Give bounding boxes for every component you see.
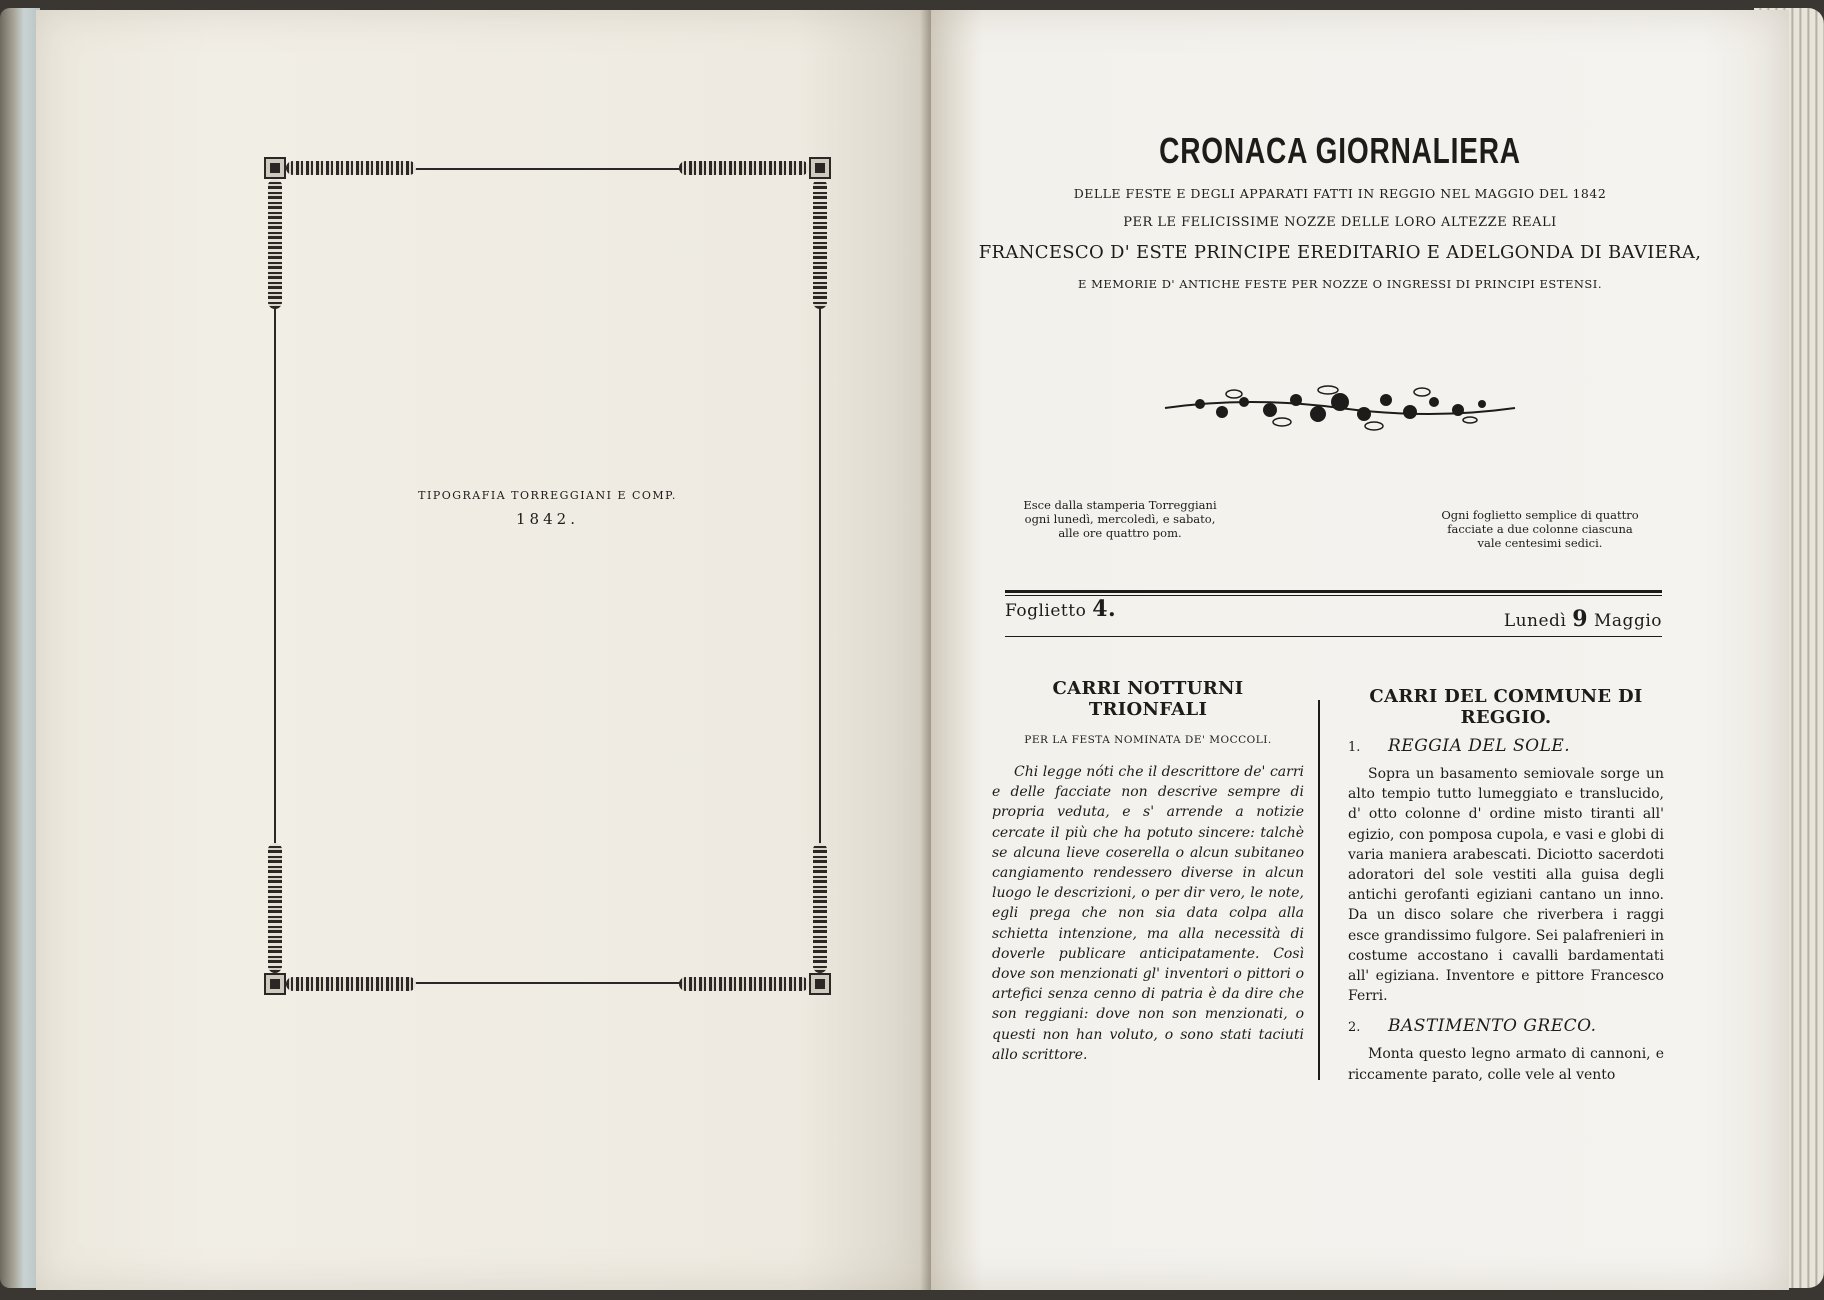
ornamental-border (264, 157, 831, 995)
border-corner-ornament (264, 157, 286, 179)
issue-number (1005, 596, 1116, 622)
column-divider (1318, 700, 1320, 1080)
publication-schedule-notice (1020, 498, 1220, 540)
masthead-subtitle-line: PER LE FELICISSIME NOZZE DELLE LORO ALTEZZE REALI (1123, 215, 1557, 230)
masthead-subtitle-line: DELLE FESTE E DEGLI APPARATI FATTI IN REGGIO NEL MAGGIO DEL 1842 (1073, 186, 1607, 201)
border-band-ornament (813, 179, 827, 309)
newspaper-title: CRONACA GIORNALIERA (1159, 130, 1521, 171)
issue-bar-rule-top (1005, 590, 1662, 593)
float-entry (1348, 736, 1664, 1006)
article-heading: CARRI DEL COMMUNE DI REGGIO. (1369, 686, 1643, 728)
entry-number: 1. (1348, 740, 1361, 755)
border-band-ornament (679, 161, 809, 175)
masthead-subtitle-line: E MEMORIE D' ANTICHE FESTE PER NOZZE O INGRESSI DI PRINCIPI ESTENSI. (1078, 277, 1602, 291)
issue-label: Foglietto (1005, 601, 1087, 621)
border-band-ornament (286, 977, 416, 991)
entry-body: Sopra un basamento semiovale sorge un alto tempio tutto lumeggiato e translucido, d' otto colonne d' ordine misto tiranti all' egizio, con pomposa cupola, e vasi e globi di varia maniera arabescati. Diciotto sacerdoti adoratori del sole vestiti alla guisa degli antichi gerofanti egiziani cantano un inno. Da un disco solare che riverbera i raggi esce grandissimo fulgore. Sei palafrenieri in costume accostano i cavalli bardamentati all' egiziana. Inventore e pittore Francesco Ferri. (1348, 766, 1664, 1005)
article-subheading: PER LA FESTA NOMINATA DE' MOCCOLI. (1024, 734, 1272, 746)
border-line-bottom (414, 982, 681, 984)
entry-header (1348, 736, 1664, 756)
border-band-ornament (813, 843, 827, 973)
border-line-right (819, 307, 821, 847)
notice-line: alle ore quattro pom. (1058, 526, 1182, 540)
entry-header (1348, 1016, 1664, 1036)
floral-vignette-ornament (1160, 378, 1520, 438)
notice-line: facciate a due colonne ciascuna (1447, 522, 1633, 536)
border-band-ornament (679, 977, 809, 991)
border-band-ornament (286, 161, 416, 175)
entry-number: 2. (1348, 1020, 1361, 1036)
notice-line: vale centesimi sedici. (1477, 536, 1603, 550)
article-body: Chi legge nóti che il descrittore de' carri e delle facciate non descrive sempre di propria veduta, e s' arrende a notizie cercate il più che ha potuto sincere: talchè se alcuna lieve coserella o alcun subitaneo cangiamento rendessero diverse in alcun luogo le descrizioni, o per dir vero, le note, egli prega che non sia data colpa alla schietta intenzione, ma alla necessità di doverle publicare anticipatamente. Così dove son menzionati gl' inventori o pittori o artefici senza cenno di patria è da dire che son reggiani: dove non son menzionati, o questi non han voluto, o sono stati taciuti allo scrittore. (992, 764, 1304, 1063)
book-left-edge (0, 8, 40, 1288)
entry-title: REGGIA DEL SOLE. (1388, 736, 1571, 756)
masthead-dedication-line: FRANCESCO D' ESTE PRINCIPE EREDITARIO E ADELGONDA DI BAVIERA, (978, 242, 1702, 263)
notice-line: Esce dalla stamperia Torreggiani (1023, 498, 1217, 512)
issue-date-number: 9 (1572, 606, 1589, 632)
imprint-year: 1842. (516, 510, 579, 528)
price-notice (1440, 508, 1640, 550)
issue-day: Lunedì (1503, 611, 1567, 631)
article-column-right (1348, 686, 1664, 1085)
border-corner-ornament (809, 157, 831, 179)
border-band-ornament (268, 179, 282, 309)
notice-line: Ogni foglietto semplice di quattro (1441, 508, 1639, 522)
entry-title: BASTIMENTO GRECO. (1388, 1016, 1597, 1037)
border-corner-ornament (264, 973, 286, 995)
imprint-printer: TIPOGRAFIA TORREGGIANI E COMP. (418, 489, 677, 502)
float-entry (1348, 1016, 1664, 1084)
issue-date (1504, 606, 1662, 632)
imprint (264, 489, 831, 528)
issue-number-value: 4. (1092, 596, 1117, 622)
border-band-ornament (268, 843, 282, 973)
issue-month: Maggio (1594, 611, 1662, 631)
border-line-top (414, 168, 681, 170)
masthead (960, 130, 1720, 291)
notice-line: ogni lunedì, mercoledì, e sabato, (1024, 512, 1216, 526)
article-column-left (992, 678, 1304, 1065)
issue-bar-rule-bottom (1005, 636, 1662, 637)
article-heading: CARRI NOTTURNI TRIONFALI (1052, 678, 1244, 720)
border-corner-ornament (809, 973, 831, 995)
border-line-left (274, 307, 276, 847)
entry-body: Monta questo legno armato di cannoni, e riccamente parato, colle vele al vento (1348, 1046, 1664, 1083)
